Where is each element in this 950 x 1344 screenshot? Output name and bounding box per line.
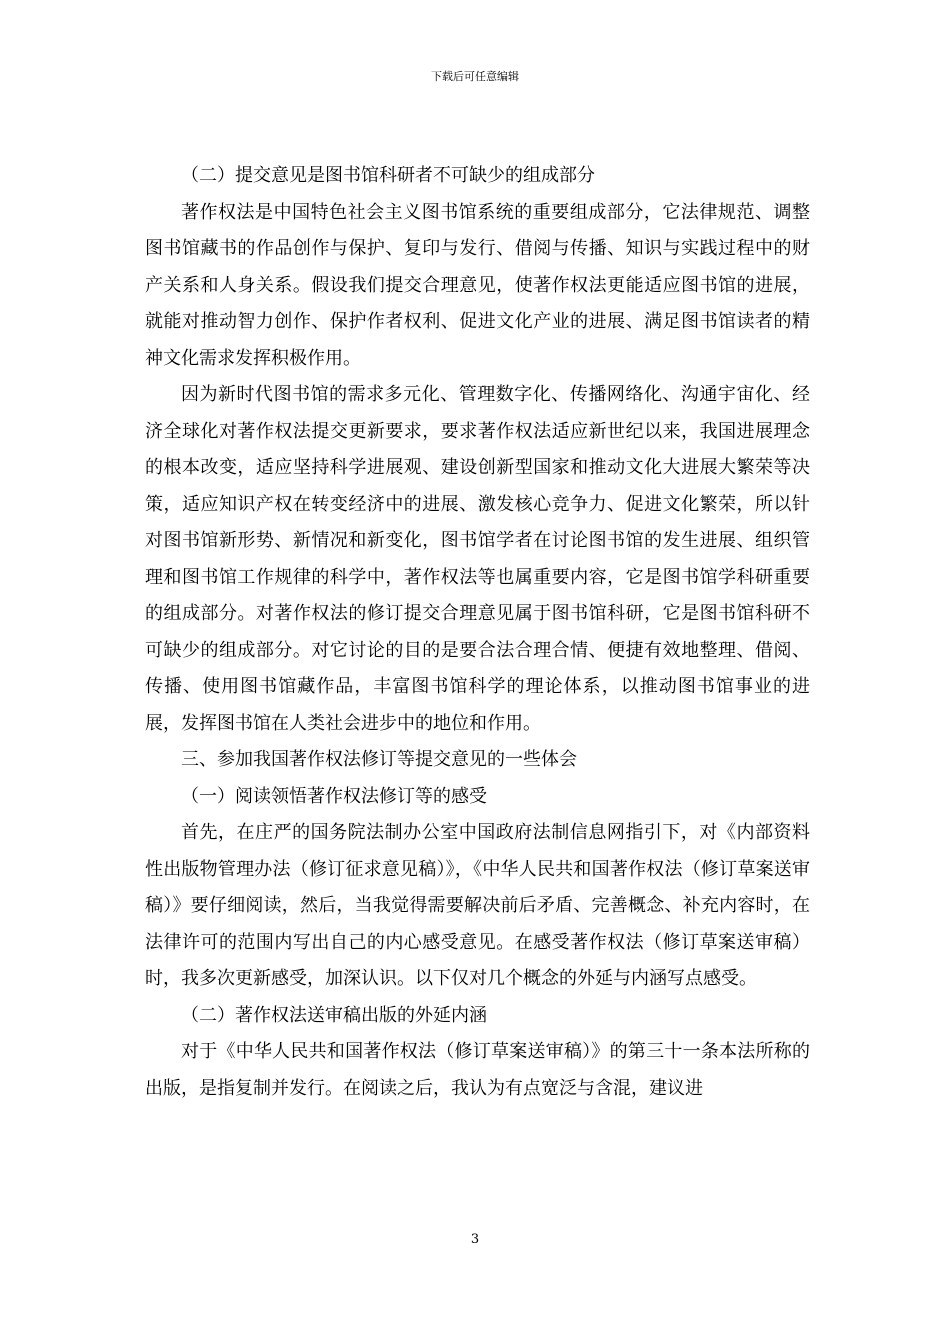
body-paragraph: 著作权法是中国特色社会主义图书馆系统的重要组成部分，它法律规范、调整图书馆藏书的作品创作与保护、复印与发行、借阅与传播、知识与实践过程中的财产关系和人身关系。假设我们提交合理意见，使著作权法更能适应图书馆的进展，就能对推动智力创作、保护作者权利、促进文化产业的进展、满足图书馆读者的精神文化需求发挥积极作用。 bbox=[145, 201, 810, 369]
section-heading: （二）提交意见是图书馆科研者不可缺少的组成部分 bbox=[181, 165, 595, 186]
subsection-heading: （二）著作权法送审稿出版的外延内涵 bbox=[181, 1004, 487, 1026]
subsection-heading: （一）阅读领悟著作权法修订等的感受 bbox=[181, 785, 487, 807]
document-body bbox=[145, 158, 810, 1107]
page-header: 下载后可任意编辑 bbox=[431, 70, 519, 83]
body-paragraph: 首先，在庄严的国务院法制办公室中国政府法制信息网指引下，对《内部资料性出版物管理办法（修订征求意见稿）》，《中华人民共和国著作权法（修订草案送审稿）》要仔细阅读，然后，当我觉得需要解决前后矛盾、完善概念、补充内容时，在法律许可的范围内写出自己的内心感受意见。在感受著作权法（修订草案送审稿）时，我多次更新感受，加深认识。以下仅对几个概念的外延与内涵写点感受。 bbox=[145, 822, 810, 989]
page-number: 3 bbox=[470, 1232, 480, 1247]
body-paragraph: 因为新时代图书馆的需求多元化、管理数字化、传播网络化、沟通宇宙化、经济全球化对著作权法提交更新要求，要求著作权法适应新世纪以来，我国进展理念的根本改变，适应坚持科学进展观、建设创新型国家和推动文化大进展大繁荣等决策，适应知识产权在转变经济中的进展、激发核心竞争力、促进文化繁荣，所以针对图书馆新形势、新情况和新变化，图书馆学者在讨论图书馆的发生进展、组织管理和图书馆工作规律的科学中，著作权法等也属重要内容，它是图书馆学科研重要的组成部分。对著作权法的修订提交合理意见属于图书馆科研，它是图书馆科研不可缺少的组成部分。对它讨论的目的是要合法合理合情、便捷有效地整理、借阅、传播、使用图书馆藏作品，丰富图书馆科学的理论体系，以推动图书馆事业的进展，发挥图书馆在人类社会进步中的地位和作用。 bbox=[145, 384, 810, 734]
section-heading: 三、参加我国著作权法修订等提交意见的一些体会 bbox=[181, 749, 577, 770]
body-paragraph: 对于《中华人民共和国著作权法（修订草案送审稿）》的第三十一条本法所称的出版，是指复制并发行。在阅读之后，我认为有点宽泛与含混，建议进 bbox=[145, 1041, 810, 1099]
